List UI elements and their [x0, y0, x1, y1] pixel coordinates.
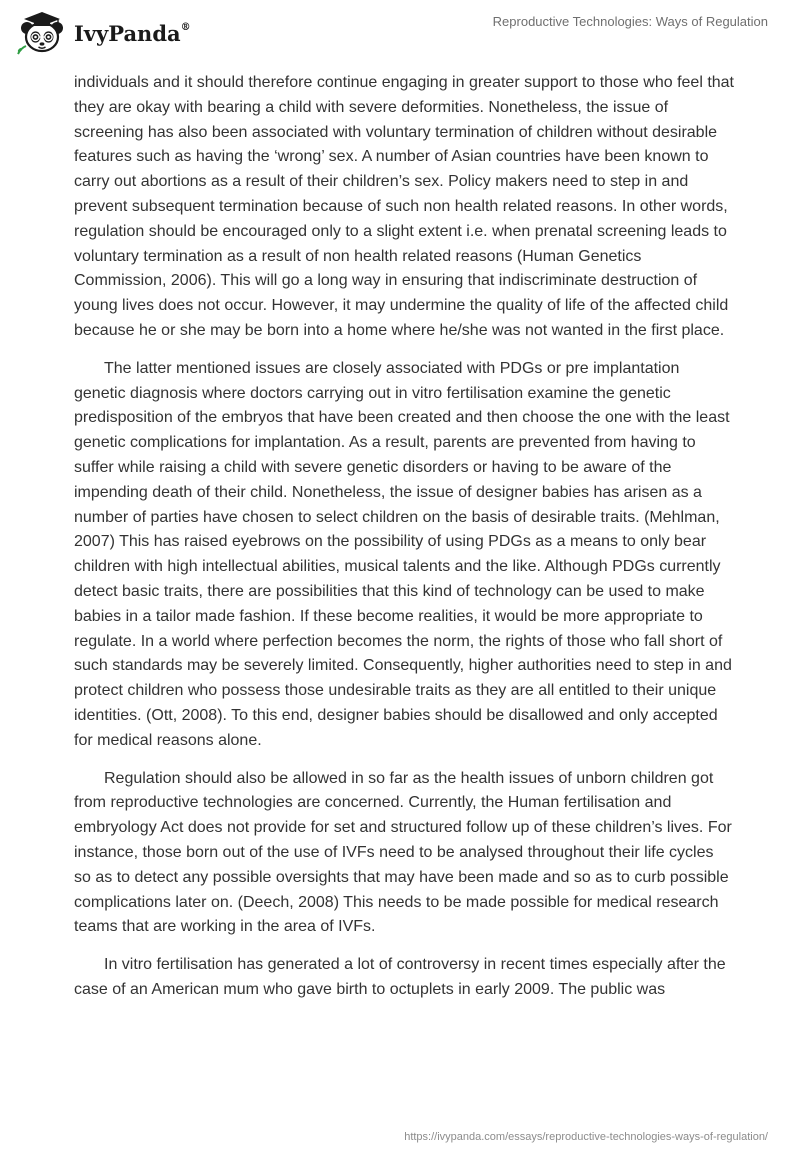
page-header	[0, 0, 800, 62]
essay-body	[74, 71, 734, 1016]
panda-graduation-cap-icon	[14, 8, 70, 56]
ivypanda-logo[interactable]	[14, 8, 191, 56]
source-url: https://ivypanda.com/essays/reproductive-technologies-ways-of-regulation/	[404, 1131, 768, 1143]
essay-paragraph: individuals and it should therefore continue engaging in greater support to those who feel that they are okay with bearing a child with severe deformities. Nonetheless, the issue of screening has also been associated with voluntary termination of children without desirable features such as having the ‘wrong’ sex. A number of Asian countries have been known to carry out abortions as a result of their children’s sex. Policy makers need to step in and prevent subsequent termination because of such non health related reasons. In other words, regulation should be encouraged only to a slight extent i.e. when prenatal screening leads to voluntary termination as a result of non health related reasons (Human Genetics Commission, 2006). This will go a long way in ensuring that indiscriminate destruction of young lives does not occur. However, it may undermine the quality of life of the affected child because he or she may be born into a home where he/she was not wanted in the first place.	[74, 74, 734, 339]
essay-paragraph: In vitro fertilisation has generated a lot of controversy in recent times especially after the case of an American mum who gave birth to octuplets in early 2009. The public was	[74, 956, 726, 998]
logo-wordmark: IvyPanda®	[74, 20, 191, 46]
document-title: Reproductive Technologies: Ways of Regulation	[492, 14, 768, 29]
essay-paragraph: The latter mentioned issues are closely associated with PDGs or pre implantation genetic diagnosis where doctors carrying out in vitro fertilisation examine the genetic predisposition of the embryos that have been created and then choose the one with the least genetic complications for implantation. As a result, parents are prevented from having to suffer while raising a child with severe genetic disorders or having to be aware of the impending death of their child. Nonetheless, the issue of designer babies has arisen as a number of parties have chosen to select children on the basis of desirable traits. (Mehlman, 2007) This has raised eyebrows on the possibility of using PDGs as a means to only bear children with high intellectual abilities, musical talents and the like. Although PDGs currently detect basic traits, there are possibilities that this kind of technology can be used to make babies in a tailor made fashion. If these become realities, it would be more appropriate to regulate. In a world where perfection becomes the norm, the rights of those who fall short of such standards may be severely limited. Consequently, higher authorities need to step in and protect children who possess those undesirable traits as they are all entitled to their unique identities. (Ott, 2008). To this end, designer babies should be disallowed and only accepted for medical reasons alone.	[74, 359, 732, 749]
essay-paragraph: Regulation should also be allowed in so far as the health issues of unborn children got from reproductive technologies are concerned. Currently, the Human fertilisation and embryology Act does not provide for set and structured follow up of these children’s lives. For instance, those born out of the use of IVFs need to be analysed throughout their life cycles so as to detect any possible oversights that may have been made and so as to curb possible complications later on. (Deech, 2008) This needs to be made possible for medical research teams that are working in the area of IVFs.	[74, 769, 732, 936]
